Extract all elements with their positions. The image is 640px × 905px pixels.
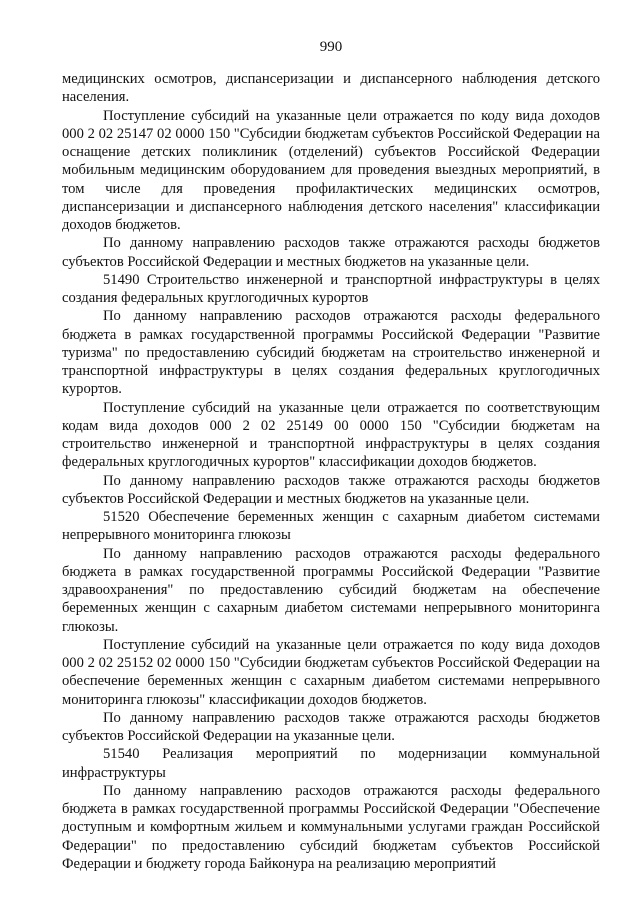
paragraph-income-code-25149: Поступление субсидий на указанные цели отражается по соответствующим кодам вида доходов 000 2 02 25149 00 0000 150 "Субсидии бюджетам на строительство инженерной и транспортной инфраструктуры в целях создания федеральных круглогодичных курортов" классификации доходов бюджетов.	[62, 399, 600, 471]
paragraph-regional-budgets-note-2: По данному направлению расходов также отражаются расходы бюджетов субъектов Российской Федерации на указанные цели.	[62, 709, 600, 744]
paragraph-continuation: медицинских осмотров, диспансеризации и диспансерного наблюдения детского населения.	[62, 71, 600, 106]
paragraph-regional-budgets-note: По данному направлению расходов также отражаются расходы бюджетов субъектов Российской Федерации и местных бюджетов на указанные цели.	[62, 235, 600, 270]
paragraph-income-code-25147: Поступление субсидий на указанные цели отражается по коду вида доходов 000 2 02 25147 02 0000 150 "Субсидии бюджетам субъектов Российской Федерации на оснащение детских поликлиник (отделений) субъектов Российской Федерации мобильным медицинским оборудованием для проведения выездных мероприятий, в том числе для проведения профилактических медицинских осмотров, диспансеризации и диспансерного наблюдения детского населения" классификации доходов бюджетов.	[62, 107, 600, 233]
paragraph-income-code-25152: Поступление субсидий на указанные цели отражается по коду вида доходов 000 2 02 25152 02 0000 150 "Субсидии бюджетам субъектов Российской Федерации на обеспечение беременных женщин с сахарным диабетом системами непрерывного мониторинга глюкозы" классификации доходов бюджетов.	[62, 636, 600, 708]
heading-51490: 51490 Строительство инженерной и транспортной инфраструктуры в целях создания федеральных круглогодичных курортов	[62, 271, 600, 306]
paragraph-federal-tourism: По данному направлению расходов отражаются расходы федерального бюджета в рамках государственной программы Российской Федерации "Развитие туризма" по предоставлению субсидий бюджетам на строительство инженерной и транспортной инфраструктуры в целях создания федеральных круглогодичных курортов.	[62, 308, 600, 398]
document-page	[62, 38, 600, 873]
paragraph-federal-housing: По данному направлению расходов отражаются расходы федерального бюджета в рамках государственной программы Российской Федерации "Обеспечение доступным и комфортным жильем и коммунальными услугами граждан Российской Федерации" по предоставлению субсидий бюджетам субъектов Российской Федерации и бюджету города Байконура на реализацию мероприятий	[62, 782, 600, 872]
paragraph-regional-local-budgets-note: По данному направлению расходов также отражаются расходы бюджетов субъектов Российской Федерации и местных бюджетов на указанные цели.	[62, 472, 600, 507]
heading-51540: 51540 Реализация мероприятий по модернизации коммунальной инфраструктуры	[62, 746, 600, 781]
page-number: 990	[319, 39, 343, 55]
heading-51520: 51520 Обеспечение беременных женщин с сахарным диабетом системами непрерывного мониторинга глюкозы	[62, 509, 600, 544]
paragraph-federal-healthcare: По данному направлению расходов отражаются расходы федерального бюджета в рамках государственной программы Российской Федерации "Развитие здравоохранения" по предоставлению субсидий бюджетам на обеспечение беременных женщин с сахарным диабетом системами непрерывного мониторинга глюкозы.	[62, 545, 600, 635]
